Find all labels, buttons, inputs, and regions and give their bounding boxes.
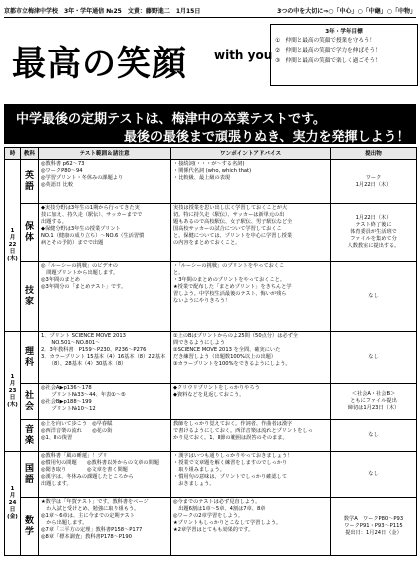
range-cell xyxy=(39,262,171,332)
col-header-subject: 教科 xyxy=(21,148,39,160)
cell-line: ◎西洋音楽の流れ ◎花の街 xyxy=(41,428,113,434)
cell-line: ◎上を向いて歩こう ◎早春賦 xyxy=(41,421,113,427)
cell-line: ・3年間のまとめのプリントをやっておくこと。 xyxy=(173,277,286,283)
cell-line: ◎「ルーシーの挑戦」のビデオの xyxy=(41,263,118,269)
day-label-part: (木) xyxy=(7,256,18,262)
cell-line: ワーク xyxy=(365,174,382,181)
cell-line: 問題プリントから出題します。 xyxy=(41,270,119,276)
col-header-range: テスト範囲＆諸注意 xyxy=(39,148,171,160)
subject-cell: 理科 xyxy=(21,332,39,384)
cell-line: なし xyxy=(368,432,379,438)
headline-banner xyxy=(4,104,416,144)
day-label-part: 日 xyxy=(9,395,16,401)
goal-item: ① 仲間と最高の笑顔で授業を守ろう！ xyxy=(275,38,376,44)
range-cell xyxy=(39,498,171,556)
cell-line: 1月22日（木） xyxy=(355,215,392,221)
cell-line: ★数学は「年賀テスト」です。教科書をページ xyxy=(41,499,149,505)
day-label-part: (木) xyxy=(7,402,18,408)
cell-line: 国高校サッカーの試合について学習しておくこ xyxy=(173,226,282,232)
cell-line: ★2章学習はとてもも効果的です。 xyxy=(173,527,254,533)
subject-cell: 社会 xyxy=(21,384,39,420)
cell-line: 体育委員が生活班で xyxy=(350,229,397,235)
cell-line: ワークP91・P93～P115 xyxy=(344,523,403,529)
banner-line-2: 最後の最後まで頑張りぬき、実力を発揮しよう！ xyxy=(124,130,410,145)
col-header-day: 時 xyxy=(5,148,21,160)
cell-line: プリント№10～12 xyxy=(41,406,96,412)
cell-line: ・授業で文章題を解く練習をしますのでしっかり xyxy=(173,460,288,466)
cell-line: ◎社会B▶p188～199 xyxy=(41,399,92,405)
col-header-advice: ワンポイントアドバイス xyxy=(171,148,331,160)
cell-line: 出題します。 xyxy=(41,481,72,487)
newsletter-subtitle: with you xyxy=(214,48,273,62)
exam-schedule-table xyxy=(4,147,417,556)
cell-line: ◎教科書「風の睡蓮」！プリ xyxy=(41,453,108,459)
cell-line: なし xyxy=(368,471,379,477)
cell-line: 切。特に持久走（駅伝）、サッカーは新単元の出 xyxy=(173,212,285,218)
submission-cell xyxy=(331,452,417,498)
cell-line: ・「ルーシーの挑戦」のプリントをやっておくこ xyxy=(173,263,285,269)
submission-cell xyxy=(331,332,417,384)
advice-cell xyxy=(171,332,331,384)
cell-line: ◎教科書 p62～73 xyxy=(41,161,85,167)
cell-line: ・漢字はいつも通りしっかりやっておきましょう！ xyxy=(173,453,293,459)
cell-line: 出題する。 xyxy=(41,219,67,225)
exam-day-cell xyxy=(5,160,21,332)
advice-cell xyxy=(171,160,331,204)
subject-cell: 数学 xyxy=(21,498,39,556)
cell-line: おきましょう。 xyxy=(173,481,215,487)
cell-line: 問できるようにしよう xyxy=(173,340,225,346)
cell-line: テスト終了後に xyxy=(355,222,392,228)
masthead xyxy=(4,18,416,102)
range-cell xyxy=(39,420,171,452)
table-row xyxy=(5,160,417,204)
cell-line: ◎英語日 比較 xyxy=(41,182,74,188)
cell-line: ★授業で配布した「まとめプリント」をきちんと学 xyxy=(173,284,292,290)
cell-line: と。保健については、プリントを中心に学習し授業 xyxy=(173,233,293,239)
submission-cell xyxy=(331,384,417,420)
cell-line: ◎1章～6章は、主に今までの定期テスト xyxy=(41,513,135,519)
cell-line: ★プリントもしっかりとこなして学習しよう。 xyxy=(173,520,282,526)
cell-line: ◆資料などを見返しておこう。 xyxy=(173,392,245,398)
table-header-row xyxy=(5,148,417,160)
cell-line: ◎慣用句の問題 ◎教科書以外からの文章の問題 xyxy=(41,460,159,466)
cell-line: から出題します。 xyxy=(41,520,88,526)
submission-cell xyxy=(331,204,417,262)
cell-line: ないようにやりきろう！ xyxy=(173,298,231,304)
cell-line: ◆保健分野は3年生の授業プリント xyxy=(41,226,121,232)
cell-line: ともにファイル提出 xyxy=(350,398,397,404)
day-label-part: 日 xyxy=(9,249,16,255)
day-label-part: 23 xyxy=(8,388,17,394)
cell-line: 2．3年教科書 P159～P230、P236～P276 xyxy=(41,347,147,353)
day-label-part: (金) xyxy=(7,514,18,520)
cell-line: の内容をまとめておくこと。 xyxy=(173,240,241,246)
cell-line: 3．カラープリント 15基本（4）16基本（8）22基本 xyxy=(41,354,166,360)
cell-line: ◎3年間のまとめ xyxy=(41,277,80,283)
cell-line: と。 xyxy=(173,270,184,276)
advice-cell xyxy=(171,204,331,262)
cell-line: ①上のBはプリントからのよ25問（50点分）は必ず全 xyxy=(173,333,298,339)
exam-day-cell xyxy=(5,452,21,556)
cell-line: ◎8章「標本調査」教科書P178～P190 xyxy=(41,534,132,540)
table-row xyxy=(5,384,417,420)
school-info: 京都市立梅津中学校 3年・学年通信 №25 文責：藤野進二 1月15日 xyxy=(4,8,201,15)
cell-line: ◎今までのテストは必ず見直しよう。 xyxy=(173,499,261,505)
advice-cell xyxy=(171,498,331,556)
cell-line: ◎1、Ⅱの復習 xyxy=(41,435,73,441)
day-label-part: 1 xyxy=(10,228,15,234)
day-label-part: 日 xyxy=(9,507,16,513)
cell-line: だき練習しよう（出題数100%以上の出題） xyxy=(173,354,277,360)
goal-item: ③ 仲間と最高の笑顔で楽しく過ごそう！ xyxy=(275,58,381,64)
cell-line: ◎3年間分の「まとめテスト」です。 xyxy=(41,284,127,290)
cell-line: ファイルを集めて分 xyxy=(350,236,397,242)
submission-cell xyxy=(331,262,417,332)
day-label-part: 24 xyxy=(8,500,17,506)
col-header-submission: 提出物 xyxy=(331,148,417,160)
cell-line: 1．プリント SCIENCE MOVE 2013 xyxy=(41,333,126,339)
submission-cell xyxy=(331,420,417,452)
table-row xyxy=(5,204,417,262)
cell-line: プリント№33～44、年表①～⑤ xyxy=(41,392,126,398)
motto: 3つの中を大切に⇒○「中心」○「中継」○「中物」 xyxy=(277,8,416,15)
subject-cell: 音楽 xyxy=(21,420,39,452)
cell-line: ②SCIENCE MOVE 2013 を全問、確実にいた xyxy=(173,347,281,353)
cell-line: 提出日：1月24日（金） xyxy=(345,530,402,536)
cell-line: ◎学習プリント・冬休みの課題より xyxy=(41,175,124,181)
cell-line: ◎ワークP80～94 xyxy=(41,168,83,174)
cell-line: なし xyxy=(368,293,379,299)
day-label-part: 月 xyxy=(9,235,16,241)
table-row xyxy=(5,420,417,452)
advice-cell xyxy=(171,384,331,420)
subject-cell: 保体 xyxy=(21,204,39,262)
cell-line: ◆実技分野は3年生の1期から行ってきた実 xyxy=(41,205,140,211)
table-row xyxy=(5,262,417,332)
day-label-part: 22 xyxy=(8,242,17,248)
subject-cell: 国語 xyxy=(21,452,39,498)
cell-line: ◎漢字は、冬休みの課題したところから xyxy=(41,474,134,480)
goals-title: 3年・学年目標 xyxy=(325,29,363,35)
cell-line: ◎聞き取り ◎文章を書く問題 xyxy=(41,467,128,473)
subject-cell: 英語 xyxy=(21,160,39,204)
cell-line: 数学A ワークP80～P93 xyxy=(343,516,404,522)
cell-line: ③カラープリントを100%をできるようにしよう。 xyxy=(173,361,291,367)
range-cell xyxy=(39,384,171,420)
cell-line: 出題6割は1章～5章、4割は7章、8章 xyxy=(173,506,266,512)
cell-line: 教師をしっかり覚えておく。作詞者、作曲者は漢字 xyxy=(173,421,293,427)
cell-line: NO.1（健康の成り立ち）～NO.6（生活習慣 xyxy=(41,233,145,239)
range-cell xyxy=(39,204,171,262)
cell-line: 1月22日（木） xyxy=(355,181,392,188)
table-row xyxy=(5,332,417,384)
grade-goals-box xyxy=(270,24,418,86)
cell-line: ・慣用句の意味は、プリントでしっかり確認して xyxy=(173,474,287,480)
range-cell xyxy=(39,452,171,498)
cell-line: かり見ておく。1、Ⅱ節の範囲は誤答のそのまま。 xyxy=(173,435,288,441)
cell-line: ◎7章「三平方の定理」教科書P158～P177 xyxy=(41,527,143,533)
cell-line: ＜社会A・社会B＞ xyxy=(351,391,396,397)
advice-cell xyxy=(171,420,331,452)
day-label-part: 月 xyxy=(9,493,16,499)
newsletter-title: 最高の笑顔 xyxy=(12,44,187,84)
cell-line: ◎社会A▶p136～178 xyxy=(41,385,92,391)
cell-line: なし xyxy=(368,354,379,360)
cell-line: 実技は授業を思い出し広く学習しておくことが大 xyxy=(173,205,288,211)
cell-line: 習しよう。中学校生活最後のテスト、悔いが残ら xyxy=(173,291,287,297)
cell-line: 人数教室に提出する。 xyxy=(347,243,400,249)
cell-line: 締切は1月23日（木） xyxy=(347,405,400,411)
cell-line: 技に加え、持久走（駅伝）、サッカーまでで xyxy=(41,212,143,218)
submission-cell xyxy=(331,498,417,556)
cell-line: 取り組みましょう。 xyxy=(173,467,225,473)
advice-cell xyxy=(171,262,331,332)
cell-line: ◆クリウリプリントをしっかりやろう xyxy=(173,385,260,391)
cell-line: 題もあるので高校駅伝、女子駅伝、男子駅伝など全 xyxy=(173,219,293,225)
day-label-part: 月 xyxy=(9,381,16,387)
day-label-part: 1 xyxy=(10,486,15,492)
banner-line-1: 中学最後の定期テストは、梅津中の卒業テストです。 xyxy=(16,112,326,127)
cell-line: （8）、28基本（4）30基本（8） xyxy=(41,361,127,367)
submission-cell xyxy=(331,160,417,204)
cell-line: NO.501～NO.801～ xyxy=(41,340,101,346)
cell-line: ・接続詞(・・・が～する名詞) xyxy=(173,161,245,167)
range-cell xyxy=(39,160,171,204)
cell-line: わ入試と受けとめ、勉強に取り組もう。 xyxy=(41,506,140,512)
subject-cell: 技家 xyxy=(21,262,39,332)
table-row xyxy=(5,498,417,556)
cell-line: 病とその予防）までで出題 xyxy=(41,240,104,246)
newsletter-header-line xyxy=(4,3,416,18)
advice-cell xyxy=(171,452,331,498)
exam-day-cell xyxy=(5,332,21,452)
cell-line: で書けるようにしておく。西洋音楽は流れとプリントをしっ xyxy=(173,428,313,434)
range-cell xyxy=(39,332,171,384)
cell-line: ・比較級、最上級の表現 xyxy=(173,175,231,181)
table-row xyxy=(5,452,417,498)
cell-line: ◎ワークの2章学習をしよう。 xyxy=(173,513,244,519)
day-label-part: 1 xyxy=(10,374,15,380)
goal-item: ② 仲間と最高の笑顔で学力を伸ばそう！ xyxy=(275,48,381,54)
cell-line: ・関係代名詞 (who, which that) xyxy=(173,168,252,174)
